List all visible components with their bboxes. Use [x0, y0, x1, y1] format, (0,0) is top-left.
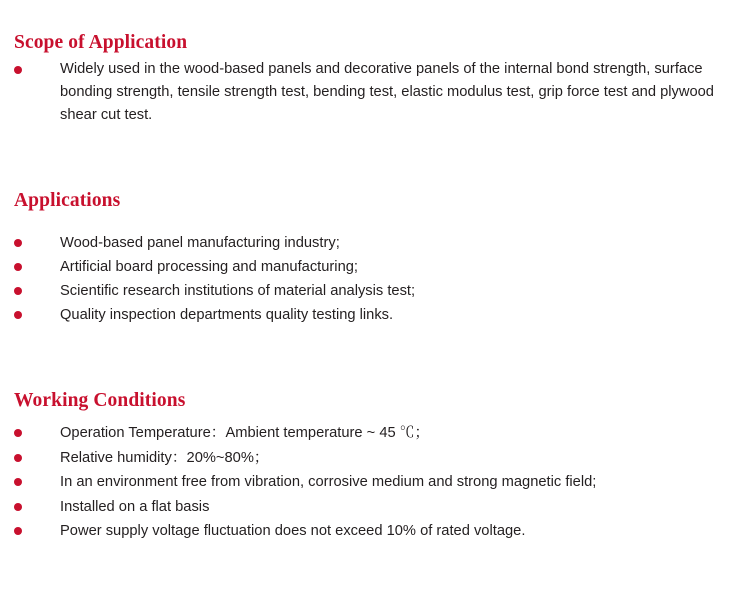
bullet-dot-icon [14, 66, 22, 74]
list-item [0, 303, 750, 327]
list-item [0, 58, 750, 127]
list-item [0, 446, 750, 471]
list-item [0, 519, 750, 544]
list-item-text: Widely used in the wood-based panels and decorative panels of the internal bond strength, surface bonding strength, tensile strength test, bending test, elastic modulus test, grip force test and plywood shear cut test. [60, 61, 714, 123]
list-item-text: Quality inspection departments quality testing links. [60, 307, 394, 323]
list-item-text: Installed on a flat basis [60, 498, 210, 515]
working-conditions-bullet-list [0, 421, 750, 544]
bullet-dot-icon [14, 503, 22, 511]
bullet-dot-icon [14, 527, 22, 535]
section-title-working-conditions: Working Conditions [14, 390, 186, 412]
bullet-dot-icon [14, 478, 22, 486]
list-item [0, 279, 750, 303]
list-item [0, 421, 750, 446]
bullet-dot-icon [14, 287, 22, 295]
list-item [0, 255, 750, 279]
list-item-text: Artificial board processing and manufacturing; [60, 259, 358, 275]
list-item-text: Power supply voltage fluctuation does not exceed 10% of rated voltage. [60, 523, 526, 539]
bullet-dot-icon [14, 239, 22, 247]
section-title-applications: Applications [14, 190, 121, 212]
bullet-dot-icon [14, 263, 22, 271]
list-item-text: Scientific research institutions of material analysis test; [60, 283, 416, 299]
bullet-dot-icon [14, 311, 22, 319]
scope-bullet-list [0, 58, 750, 127]
list-item [0, 231, 750, 255]
list-item [0, 470, 750, 495]
bullet-dot-icon [14, 454, 22, 462]
list-item-text: Operation Temperature：Ambient temperature ~ 45 ℃； [60, 425, 430, 441]
list-item [0, 495, 750, 520]
section-title-scope-of-application: Scope of Application [14, 32, 188, 54]
bullet-dot-icon [14, 429, 22, 437]
applications-bullet-list [0, 231, 750, 327]
list-item-text: Wood-based panel manufacturing industry; [60, 235, 340, 251]
list-item-text: Relative humidity：20%~80%； [60, 449, 269, 466]
list-item-text: In an environment free from vibration, corrosive medium and strong magnetic field; [60, 474, 597, 490]
